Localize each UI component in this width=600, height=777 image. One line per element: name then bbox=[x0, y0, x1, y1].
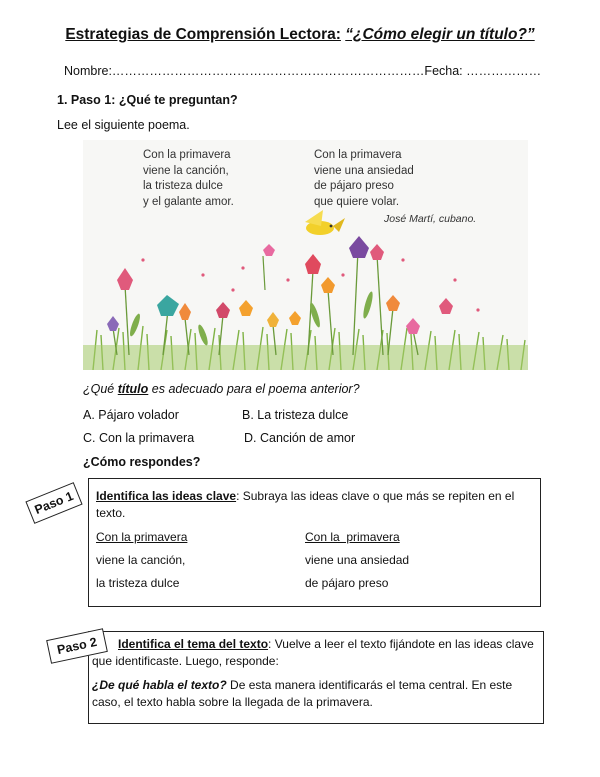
poem-line: Con la primavera bbox=[143, 149, 231, 161]
option-c[interactable]: C. Con la primavera bbox=[83, 431, 195, 445]
poem-line: viene la canción, bbox=[143, 164, 229, 177]
paso2-tag: Paso 2 bbox=[46, 628, 108, 664]
name-date-line[interactable]: Nombre:…………………………………………………………………Fecha: ……………… bbox=[64, 64, 542, 78]
question-text bbox=[83, 382, 360, 396]
paso2-question: ¿De qué habla el texto? bbox=[92, 678, 227, 692]
key-line: la tristeza dulce bbox=[96, 576, 180, 590]
question-post: es adecuado para el poema anterior? bbox=[148, 382, 360, 396]
step1-instruction: Lee el siguiente poema. bbox=[57, 118, 190, 132]
paso1-col1 bbox=[96, 530, 187, 590]
question-keyword: título bbox=[117, 382, 149, 396]
page-title bbox=[0, 26, 600, 44]
key-line: Con la primavera bbox=[96, 530, 188, 544]
paso2-lead: Identifica el tema del texto bbox=[118, 637, 269, 651]
title-quote: “¿Cómo elegir un título?” bbox=[345, 26, 535, 43]
step1-heading: 1. Paso 1: ¿Qué te preguntan? bbox=[57, 93, 238, 107]
poem-stanza-1 bbox=[143, 148, 234, 210]
poem-line: Con la primavera bbox=[314, 149, 402, 161]
key-line: de pájaro preso bbox=[305, 576, 389, 590]
poem-line: la tristeza dulce bbox=[143, 180, 223, 192]
poem-stanza-2 bbox=[314, 148, 414, 210]
paso2-answer bbox=[92, 677, 536, 711]
paso2-instruction bbox=[92, 636, 536, 670]
poem-author: José Martí, cubano. bbox=[384, 213, 477, 225]
question-pre: ¿Qué bbox=[83, 382, 118, 396]
paso1-instruction bbox=[96, 488, 534, 522]
paso1-lead: Identifica las ideas clave bbox=[96, 489, 237, 503]
paso1-col2 bbox=[305, 530, 409, 590]
option-b[interactable]: B. La tristeza dulce bbox=[242, 408, 349, 422]
paso2-answer-text: De esta manera identificarás el tema central. En este caso, el texto habla sobre la llegada de la primavera. bbox=[92, 678, 513, 709]
key-line: Con la primavera bbox=[305, 530, 400, 544]
key-line: viene la canción, bbox=[96, 553, 186, 567]
key-line: viene una ansiedad bbox=[305, 553, 410, 567]
poem-line: que quiere volar. bbox=[314, 195, 400, 208]
option-a[interactable]: A. Pájaro volador bbox=[83, 408, 179, 422]
poem-line: y el galante amor. bbox=[143, 195, 234, 208]
respond-label: ¿Cómo respondes? bbox=[83, 455, 201, 469]
poem-illustration bbox=[83, 140, 528, 370]
poem-line: de pájaro preso bbox=[314, 180, 394, 192]
option-d[interactable]: D. Canción de amor bbox=[244, 431, 356, 445]
paso1-text: : Subraya las ideas clave o que más se repiten en el texto. bbox=[96, 489, 515, 520]
paso1-tag: Paso 1 bbox=[25, 482, 82, 524]
title-prefix: Estrategias de Comprensión Lectora: bbox=[65, 26, 341, 43]
poem-line: viene una ansiedad bbox=[314, 164, 414, 177]
paso2-text: : Vuelve a leer el texto fijándote en las ideas clave que identificaste. Luego, responde: bbox=[92, 637, 534, 668]
